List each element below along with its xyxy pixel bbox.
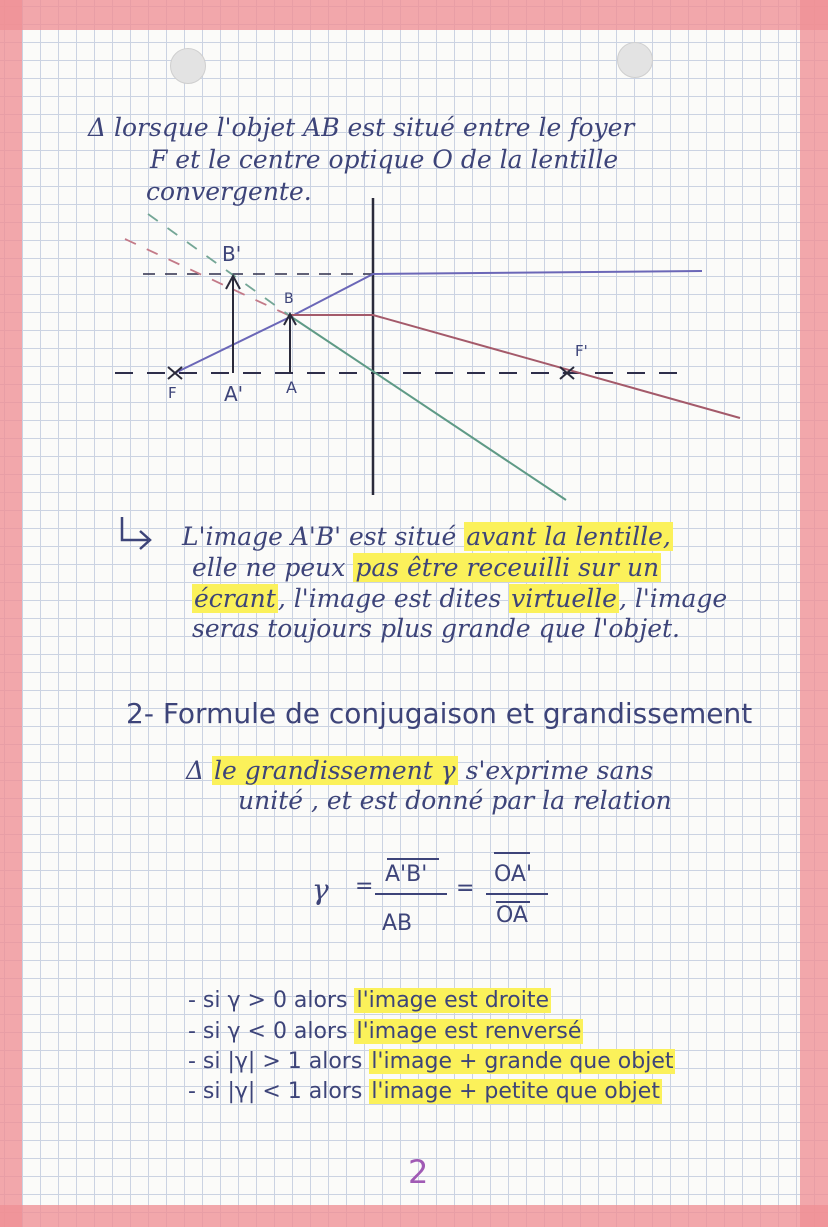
condition-2: - si γ < 0 alors l'image est renversé	[188, 1019, 582, 1044]
condition-4: - si |γ| < 1 alors l'image + petite que objet	[188, 1079, 660, 1104]
label-a-prime: A'	[224, 382, 244, 406]
image-text-line-1: L'image A'B' est situé avant la lentille,	[182, 522, 671, 551]
section-title: 2- Formule de conjugaison et grandissement	[126, 697, 753, 730]
image-text-line-4: seras toujours plus grande que l'objet.	[192, 614, 680, 643]
label-a: A	[286, 378, 297, 397]
label-b: B	[284, 291, 294, 307]
condition-1: - si γ > 0 alors l'image est droite	[188, 988, 550, 1013]
formula-eq2: =	[456, 876, 475, 901]
overline-den2	[496, 901, 530, 903]
label-f-prime: F'	[575, 342, 588, 360]
intro-line-1: Δ lorsque l'objet AB est situé entre le foyer	[88, 113, 635, 142]
formula-eq1: =	[355, 874, 374, 899]
condition-3: - si |γ| > 1 alors l'image + grande que objet	[188, 1049, 674, 1074]
label-b-prime: B'	[222, 242, 242, 266]
intro-line-2: F et le centre optique O de la lentille	[150, 145, 619, 174]
fraction-bar-1	[375, 893, 447, 895]
overline-num2	[494, 852, 530, 854]
image-text-line-2: elle ne peux pas être receuilli sur un	[192, 553, 660, 582]
formula-den2: OA	[496, 903, 528, 928]
formula-den1: AB	[382, 911, 413, 936]
page-number: 2	[408, 1153, 429, 1191]
intro-line-3: convergente.	[146, 177, 312, 206]
grand-text-line-2: unité , et est donné par la relation	[238, 786, 672, 815]
grand-text-line-1: Δ le grandissement γ s'exprime sans	[186, 756, 654, 785]
formula-num1: A'B'	[385, 862, 428, 887]
formula-gamma: γ	[312, 873, 329, 906]
label-f: F	[168, 384, 177, 402]
image-text-line-3: écrant, l'image est dites virtuelle, l'image	[194, 584, 728, 613]
overline-num1	[387, 858, 439, 860]
fraction-bar-2	[486, 893, 548, 895]
formula-num2: OA'	[494, 862, 533, 887]
